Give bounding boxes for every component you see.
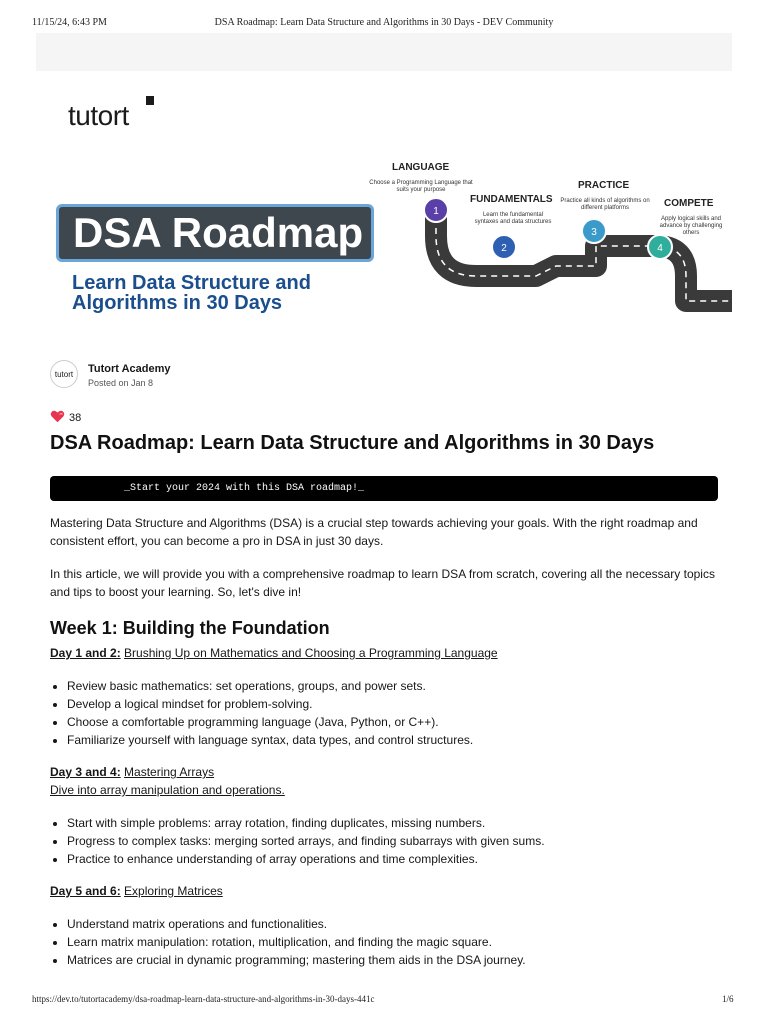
banner-headline: DSA Roadmap (56, 204, 374, 262)
stage-label-compete: COMPETE (664, 198, 714, 209)
banner-subtitle-line1: Learn Data Structure and (72, 272, 311, 294)
day34-heading (50, 763, 730, 799)
stage-desc-practice: Practice all kinds of algorithms on different platforms (560, 198, 650, 211)
code-banner (50, 476, 718, 501)
day34-title: Mastering Arrays (124, 765, 215, 779)
stage-label-practice: PRACTICE (578, 180, 630, 191)
stage-label-language: LANGUAGE (392, 162, 450, 173)
avatar[interactable]: tutort (50, 360, 78, 388)
week1-heading: Week 1: Building the Foundation (50, 618, 330, 638)
tutort-logo: tutort (68, 100, 129, 131)
list-item: • Develop a logical mindset for problem-solving. (67, 695, 730, 713)
stage-desc-language: Choose a Programming Language that suits your purpose (369, 180, 473, 193)
stage-label-fundamentals: FUNDAMENTALS (470, 194, 553, 205)
print-date: 11/15/24, 6:43 PM (32, 17, 107, 28)
list-item: • Understand matrix operations and functionalities. (67, 915, 730, 933)
print-header (0, 0, 768, 30)
site-header-bar (36, 33, 732, 71)
page-number: 1/6 (722, 994, 734, 1004)
list-item: • Review basic mathematics: set operations, groups, and power sets. (67, 677, 730, 695)
day56-list (50, 915, 730, 969)
author-name-link[interactable]: Tutort Academy (88, 363, 171, 375)
list-item: • Start with simple problems: array rotation, finding duplicates, missing numbers. (67, 814, 730, 832)
day34-list (50, 814, 730, 868)
list-item: • Learn matrix manipulation: rotation, multiplication, and finding the magic square. (67, 933, 730, 951)
intro-paragraph-1: Mastering Data Structure and Algorithms (DSA) is a crucial step towards achieving your goals. With the right roadmap and consistent effort, you can become a pro in DSA in just 30 days. (50, 516, 698, 548)
article-title: DSA Roadmap: Learn Data Structure and Algorithms in 30 Days (50, 432, 655, 454)
stage-pin-1-number: 1 (433, 206, 439, 217)
cover-image (36, 86, 732, 332)
day12-list (50, 677, 730, 749)
code-banner-text: _Start your 2024 with this DSA roadmap!_ (124, 483, 365, 494)
reactions[interactable] (50, 410, 81, 424)
stage-pin-1 (424, 198, 448, 222)
day56-title: Exploring Matrices (124, 884, 223, 898)
stage-pin-2 (492, 235, 516, 259)
day34-subtitle: Dive into array manipulation and operations. (50, 783, 285, 797)
day56-label: Day 5 and 6: (50, 884, 121, 898)
intro-paragraph-2: In this article, we will provide you with a comprehensive roadmap to learn DSA from scratch, covering all the necessary topics and tips to boost your learning. So, let's dive in! (50, 567, 715, 599)
day12-heading (50, 644, 730, 662)
stage-pin-3-number: 3 (591, 227, 597, 238)
banner-subtitle-line2: Algorithms in 30 Days (72, 292, 283, 314)
stage-pin-4-number: 4 (657, 243, 663, 254)
day56-heading (50, 882, 730, 900)
stage-desc-fundamentals: Learn the fundamental syntaxes and data structures (474, 212, 552, 225)
print-url: https://dev.to/tutortacademy/dsa-roadmap-learn-data-structure-and-algorithms-in-30-days-441c (32, 994, 375, 1004)
stage-pin-4 (648, 235, 672, 259)
day34-label: Day 3 and 4: (50, 765, 121, 779)
list-item: • Choose a comfortable programming language (Java, Python, or C++). (67, 713, 730, 731)
list-item: • Progress to complex tasks: merging sorted arrays, and finding subarrays with given sums. (67, 832, 730, 850)
reaction-count: 38 (69, 412, 82, 424)
stage-pin-3 (582, 219, 606, 243)
list-item: • Matrices are crucial in dynamic programming; mastering them aids in the DSA journey. (67, 951, 730, 969)
article-body (50, 514, 730, 983)
list-item: • Familiarize yourself with language syntax, data types, and control structures. (67, 731, 730, 749)
tutort-logo-mark-icon (146, 96, 154, 105)
list-item: • Practice to enhance understanding of array operations and time complexities. (67, 850, 730, 868)
day12-title: Brushing Up on Mathematics and Choosing a Programming Language (124, 646, 498, 660)
print-page-title: DSA Roadmap: Learn Data Structure and Algorithms in 30 Days - DEV Community (214, 17, 554, 28)
posted-date: Posted on Jan 8 (88, 378, 154, 388)
stage-desc-compete: Apply logical skills and advance by challenging others (659, 216, 723, 236)
stage-pin-2-number: 2 (501, 243, 507, 254)
heart-reaction-icon (50, 410, 65, 423)
day12-label: Day 1 and 2: (50, 646, 121, 660)
